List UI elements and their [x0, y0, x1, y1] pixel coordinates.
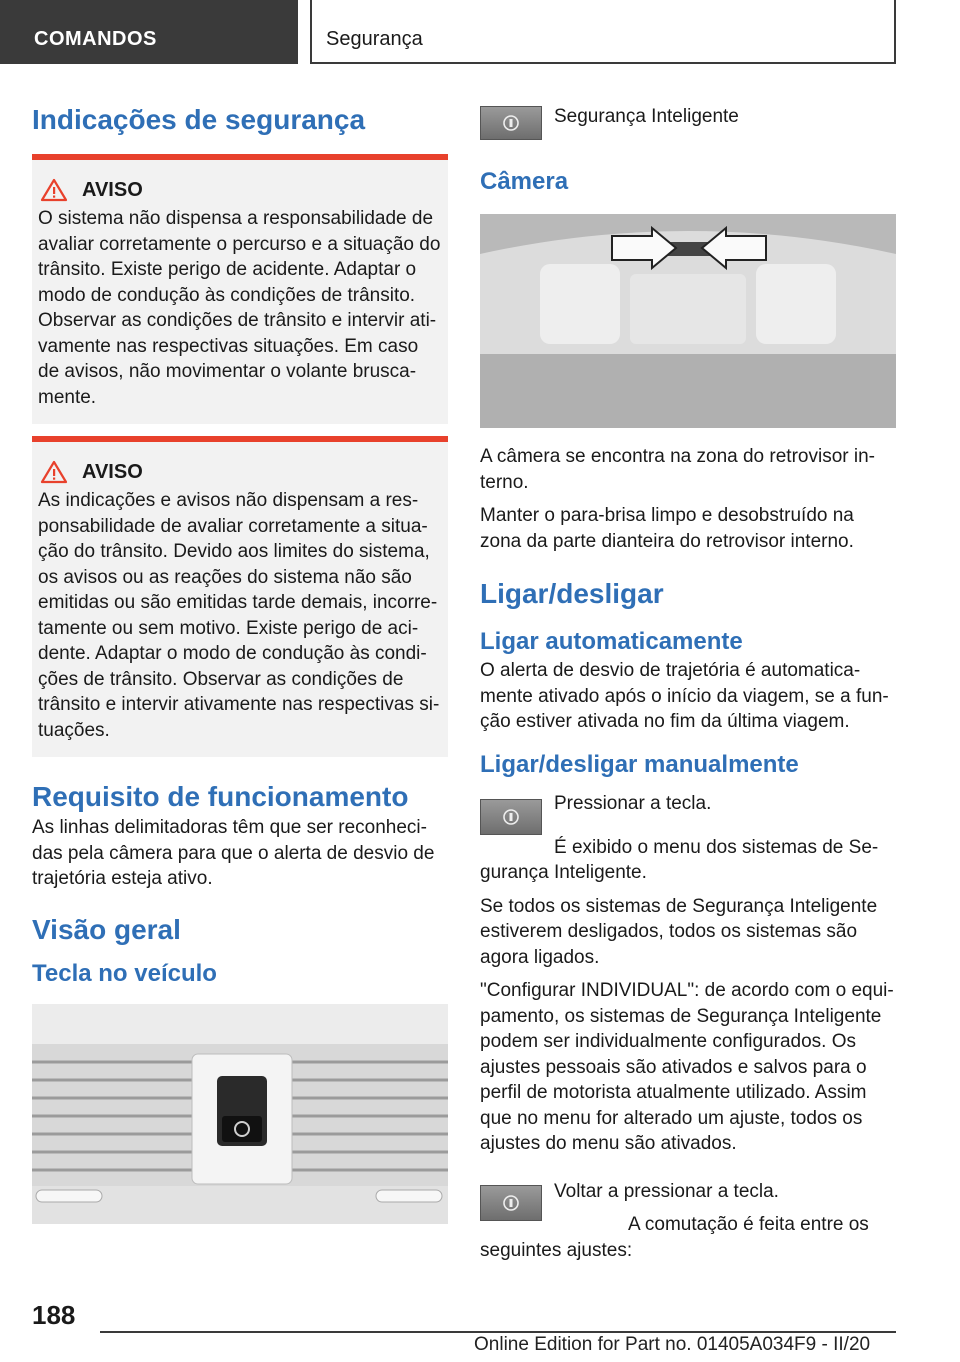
- switch-text: A comutação é feita entre os seguintes ajustes:: [480, 1214, 869, 1261]
- auto-on-text: O alerta de desvio de trajetória é automaticamente ativado após o início da viagem, se a função estiver ativada no fim da última viagem.: [480, 660, 889, 732]
- heading-button-in-vehicle: Tecla no veículo: [32, 959, 217, 987]
- footer-edition: Online Edition for Part no. 01405A034F9 - II/20: [474, 1334, 871, 1355]
- warning-triangle-icon: [40, 178, 68, 202]
- intelligent-safety-button-icon: [480, 106, 542, 140]
- section-tab: COMANDOS: [0, 0, 298, 64]
- warning-title: AVISO: [82, 178, 143, 201]
- chapter-tab: Segurança: [310, 0, 896, 64]
- button-legend: [480, 104, 896, 140]
- menu-text: É exibido o menu dos sistemas de Segurança Inteligente.: [480, 836, 879, 883]
- warning-text: As indicações e avisos não dispensam a responsabilidade de avaliar corretamente a situação do trânsito. Devido aos limites do sistema, os avisos ou as reações do sistema não são emitidas ou são emitidas tarde demais, incorretamente ou sem motivo. Existe perigo de acidente. Adaptar o modo de condução às condições de trânsito. Observar as condições de trânsito e intervir ativamente nas respectivas situações.: [38, 490, 440, 741]
- heading-safety: Indicações de segurança: [32, 104, 366, 135]
- button-caption: Segurança Inteligente: [554, 106, 739, 127]
- warning-head: [38, 460, 442, 484]
- safety-glyph-icon: [502, 114, 520, 132]
- heading-overview: Visão geral: [32, 913, 181, 945]
- press-again-text: Voltar a pressionar a tecla.: [554, 1180, 779, 1202]
- camera-text-2: Manter o para-brisa limpo e desobstruído na zona da parte dianteira do retrovisor interno.: [480, 505, 854, 552]
- heading-manual: Ligar/desligar manualmente: [480, 750, 799, 778]
- press-key-text: Pressionar a tecla.: [554, 792, 712, 814]
- warning-box-2: [32, 436, 448, 757]
- all-off-text: Se todos os sistemas de Segurança Inteligente estiverem desligados, todos os sistemas são agora ligados.: [480, 895, 878, 968]
- right-column: [480, 104, 896, 1271]
- intelligent-safety-button-icon: [480, 1185, 542, 1221]
- heading-requirement: Requisito de funcionamento: [32, 781, 409, 812]
- safety-glyph-icon: [502, 808, 520, 826]
- requirement-text: As linhas delimitadoras têm que ser reconhecidas pela câmera para que o alerta de desvio de trajetória esteja ativo.: [32, 817, 435, 889]
- footer-divider: [100, 1331, 896, 1333]
- heading-camera: Câmera: [480, 168, 569, 195]
- warning-text: O sistema não dispensa a responsabilidade de avaliar corretamente o percurso e a situação do trânsito. Existe perigo de acidente. Adaptar o modo de condução às condições de trânsito. Observar as condições de trânsito e intervir ativamente nas respectivas situações. Em caso de avisos, não movimentar o volante bruscamente.: [38, 208, 441, 408]
- camera-text-1: A câmera se encontra na zona do retrovisor interno.: [480, 446, 875, 493]
- heading-on-off: Ligar/desligar: [480, 578, 664, 609]
- camera-photo: [480, 214, 896, 428]
- left-column: [32, 96, 448, 1224]
- individual-text: "Configurar INDIVIDUAL": de acordo com o equipamento, os sistemas de Segurança Inteligente podem ser individualmente configurados. Os ajustes pessoais são ativados e salvos para o perfil de motorista atualmente utilizado. Assim que no menu for alterado um ajuste, todos os ajustes do menu são ativados.: [480, 980, 894, 1154]
- heading-auto-on: Ligar automaticamente: [480, 628, 743, 655]
- warning-title: AVISO: [82, 460, 143, 483]
- warning-triangle-icon: [40, 460, 68, 484]
- manual-step-2: [480, 1179, 896, 1264]
- warning-head: [38, 178, 442, 202]
- warning-box-1: [32, 154, 448, 424]
- intelligent-safety-button-icon: [480, 799, 542, 835]
- page-number: 188: [32, 1300, 76, 1330]
- manual-step-1: [480, 791, 896, 894]
- safety-glyph-icon: [502, 1194, 520, 1212]
- vehicle-button-photo: [32, 1004, 448, 1224]
